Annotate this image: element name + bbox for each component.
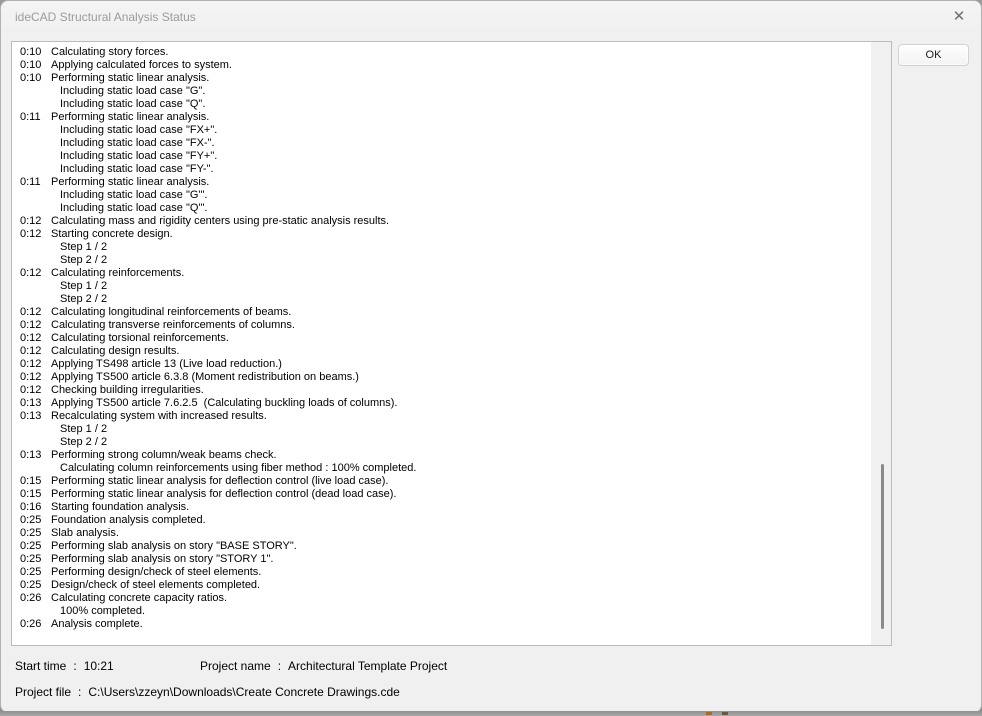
window-title: ideCAD Structural Analysis Status bbox=[15, 10, 196, 24]
log-line-text: Foundation analysis completed. bbox=[51, 514, 206, 526]
log-line-text: Performing static linear analysis. bbox=[51, 72, 210, 84]
log-line-time: 0:25 bbox=[20, 527, 42, 539]
log-line-text: Calculating mass and rigidity centers using pre-static analysis results. bbox=[51, 215, 390, 227]
log-line bbox=[12, 228, 870, 241]
log-line bbox=[12, 553, 870, 566]
taskbar-sliver bbox=[0, 711, 982, 716]
log-line bbox=[12, 488, 870, 501]
log-line-time: 0:12 bbox=[20, 332, 42, 344]
log-line-time: 0:26 bbox=[20, 592, 42, 604]
log-line-time: 0:12 bbox=[20, 306, 42, 318]
start-time bbox=[15, 659, 114, 673]
log-line-text: Including static load case "G'". bbox=[60, 189, 208, 201]
log-line-text: Step 2 / 2 bbox=[60, 254, 108, 266]
log-line-time: 0:25 bbox=[20, 540, 42, 552]
log-line-text: Including static load case "FX+". bbox=[60, 124, 218, 136]
log-line-text: Calculating reinforcements. bbox=[51, 267, 185, 279]
log-line bbox=[12, 280, 870, 293]
log-lines bbox=[12, 46, 870, 631]
log-line-text: Starting concrete design. bbox=[51, 228, 173, 240]
log-line bbox=[12, 462, 870, 475]
log-line-time: 0:12 bbox=[20, 345, 42, 357]
log-line-text: Checking building irregularities. bbox=[51, 384, 204, 396]
log-line bbox=[12, 371, 870, 384]
log-line-time: 0:10 bbox=[20, 59, 42, 71]
log-line-text: Applying TS498 article 13 (Live load reduction.) bbox=[51, 358, 282, 370]
log-line bbox=[12, 306, 870, 319]
log-line-text: Analysis complete. bbox=[51, 618, 143, 630]
log-line bbox=[12, 137, 870, 150]
taskbar-icon-sliver bbox=[706, 712, 712, 715]
log-line-time: 0:12 bbox=[20, 358, 42, 370]
separator: : bbox=[277, 659, 282, 673]
log-line-text: Calculating story forces. bbox=[51, 46, 169, 58]
scrollbar-track[interactable] bbox=[871, 42, 891, 645]
log-line bbox=[12, 423, 870, 436]
log-line bbox=[12, 436, 870, 449]
log-line bbox=[12, 592, 870, 605]
log-line bbox=[12, 163, 870, 176]
log-line-time: 0:16 bbox=[20, 501, 42, 513]
log-line-text: Performing design/check of steel elements. bbox=[51, 566, 262, 578]
log-line-text: Performing static linear analysis for deflection control (live load case). bbox=[51, 475, 389, 487]
log-line bbox=[12, 540, 870, 553]
log-line bbox=[12, 332, 870, 345]
log-line bbox=[12, 566, 870, 579]
log-line bbox=[12, 241, 870, 254]
log-line bbox=[12, 46, 870, 59]
project-file bbox=[15, 685, 400, 699]
log-line-time: 0:26 bbox=[20, 618, 42, 630]
log-line-text: Step 2 / 2 bbox=[60, 436, 108, 448]
log-line bbox=[12, 527, 870, 540]
log-line bbox=[12, 384, 870, 397]
log-line-text: Calculating longitudinal reinforcements of beams. bbox=[51, 306, 292, 318]
log-line-text: Including static load case "Q". bbox=[60, 98, 206, 110]
close-icon[interactable]: ✕ bbox=[947, 6, 971, 28]
log-line-text: Applying calculated forces to system. bbox=[51, 59, 232, 71]
log-line bbox=[12, 293, 870, 306]
log-line bbox=[12, 358, 870, 371]
log-line bbox=[12, 254, 870, 267]
log-line-text: Design/check of steel elements completed. bbox=[51, 579, 261, 591]
log-line-time: 0:15 bbox=[20, 488, 42, 500]
log-line bbox=[12, 514, 870, 527]
log-line bbox=[12, 215, 870, 228]
ok-button[interactable]: OK bbox=[898, 44, 969, 66]
log-line-time: 0:12 bbox=[20, 267, 42, 279]
log-line-time: 0:11 bbox=[20, 176, 41, 188]
log-line-time: 0:13 bbox=[20, 410, 42, 422]
log-line-text: Step 1 / 2 bbox=[60, 241, 108, 253]
log-line bbox=[12, 618, 870, 631]
log-line-time: 0:10 bbox=[20, 72, 42, 84]
log-line bbox=[12, 150, 870, 163]
log-line-time: 0:25 bbox=[20, 553, 42, 565]
log-line bbox=[12, 605, 870, 618]
log-line bbox=[12, 59, 870, 72]
log-line-text: Calculating torsional reinforcements. bbox=[51, 332, 229, 344]
log-line-time: 0:25 bbox=[20, 566, 42, 578]
log-line-text: 100% completed. bbox=[60, 605, 145, 617]
log-line bbox=[12, 124, 870, 137]
start-time-value: 10:21 bbox=[83, 659, 114, 673]
log-line-time: 0:13 bbox=[20, 397, 42, 409]
log-line-text: Performing static linear analysis for deflection control (dead load case). bbox=[51, 488, 397, 500]
log-line bbox=[12, 98, 870, 111]
log-line bbox=[12, 475, 870, 488]
log-line-text: Performing slab analysis on story "STORY 1". bbox=[51, 553, 274, 565]
log-line bbox=[12, 85, 870, 98]
separator: : bbox=[78, 685, 82, 699]
log-line-text: Performing slab analysis on story "BASE STORY". bbox=[51, 540, 297, 552]
log-line-text: Performing static linear analysis. bbox=[51, 111, 210, 123]
log-line-text: Including static load case "FX-". bbox=[60, 137, 215, 149]
log-line bbox=[12, 579, 870, 592]
taskbar-icon-sliver bbox=[722, 712, 728, 715]
log-line-time: 0:12 bbox=[20, 215, 42, 227]
project-file-label: Project file bbox=[15, 685, 72, 699]
log-line-time: 0:25 bbox=[20, 514, 42, 526]
separator: : bbox=[73, 659, 77, 673]
log-line-text: Slab analysis. bbox=[51, 527, 119, 539]
log-line-text: Starting foundation analysis. bbox=[51, 501, 190, 513]
log-line-text: Calculating transverse reinforcements of columns. bbox=[51, 319, 295, 331]
log-line-text: Step 2 / 2 bbox=[60, 293, 108, 305]
project-name bbox=[200, 659, 447, 673]
scrollbar-thumb[interactable] bbox=[881, 464, 884, 629]
log-line-time: 0:11 bbox=[20, 111, 41, 123]
log-line bbox=[12, 410, 870, 423]
project-file-value: C:\Users\zzeyn\Downloads\Create Concrete Drawings.cde bbox=[88, 685, 400, 699]
log-line-time: 0:12 bbox=[20, 371, 42, 383]
log-line-text: Recalculating system with increased results. bbox=[51, 410, 267, 422]
log-line bbox=[12, 345, 870, 358]
log-line-time: 0:13 bbox=[20, 449, 42, 461]
log-line-time: 0:25 bbox=[20, 579, 42, 591]
log-line-text: Including static load case "FY-". bbox=[60, 163, 214, 175]
log-line-text: Applying TS500 article 6.3.8 (Moment redistribution on beams.) bbox=[51, 371, 359, 383]
log-line-text: Calculating design results. bbox=[51, 345, 180, 357]
analysis-log bbox=[11, 41, 892, 646]
log-line-text: Including static load case "G". bbox=[60, 85, 206, 97]
log-line bbox=[12, 397, 870, 410]
log-line-text: Step 1 / 2 bbox=[60, 280, 108, 292]
log-line-time: 0:10 bbox=[20, 46, 42, 58]
log-line-text: Calculating column reinforcements using fiber method : 100% completed. bbox=[60, 462, 417, 474]
log-line-time: 0:12 bbox=[20, 228, 42, 240]
log-line-text: Performing strong column/weak beams check. bbox=[51, 449, 277, 461]
log-line-text: Including static load case "FY+". bbox=[60, 150, 218, 162]
log-line bbox=[12, 319, 870, 332]
log-line-text: Including static load case "Q'". bbox=[60, 202, 208, 214]
log-line bbox=[12, 449, 870, 462]
log-line bbox=[12, 72, 870, 85]
log-line bbox=[12, 111, 870, 124]
log-line-time: 0:12 bbox=[20, 384, 42, 396]
log-line-time: 0:15 bbox=[20, 475, 42, 487]
project-name-label: Project name bbox=[200, 659, 271, 673]
log-line bbox=[12, 189, 870, 202]
log-line-text: Applying TS500 article 7.6.2.5 (Calculating buckling loads of columns). bbox=[51, 397, 398, 409]
log-line bbox=[12, 202, 870, 215]
log-line bbox=[12, 176, 870, 189]
start-time-label: Start time bbox=[15, 659, 67, 673]
log-line-time: 0:12 bbox=[20, 319, 42, 331]
log-line-text: Calculating concrete capacity ratios. bbox=[51, 592, 228, 604]
project-name-value: Architectural Template Project bbox=[288, 659, 448, 673]
log-line bbox=[12, 267, 870, 280]
log-line-text: Step 1 / 2 bbox=[60, 423, 108, 435]
titlebar[interactable] bbox=[1, 1, 981, 33]
log-line-text: Performing static linear analysis. bbox=[51, 176, 210, 188]
log-line bbox=[12, 501, 870, 514]
